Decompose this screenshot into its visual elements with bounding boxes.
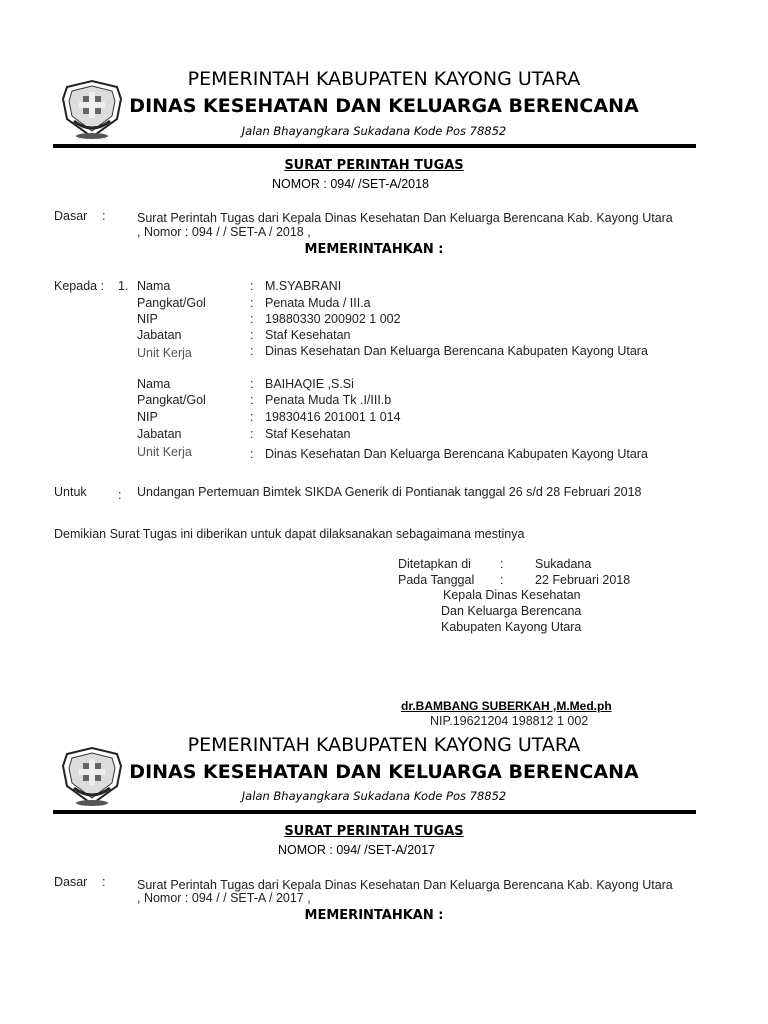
- dasar-colon: :: [102, 209, 106, 223]
- letter-number: NOMOR : 094/ /SET-A/2017: [278, 843, 436, 857]
- person-2-nama-colon: :: [250, 377, 254, 391]
- tanggal-label: Pada Tanggal: [398, 573, 475, 587]
- dasar-text-line1: Surat Perintah Tugas dari Kepala Dinas Kesehatan Dan Keluarga Berencana Kab. Kayong Utara: [137, 211, 673, 225]
- person-1-nama-label: Nama: [137, 279, 171, 293]
- person-1-nip-label: NIP: [137, 312, 158, 326]
- person-2-pangkat-value: Penata Muda Tk .I/III.b: [265, 393, 392, 407]
- kop-address: Jalan Bhayangkara Sukadana Kode Pos 78852: [241, 789, 507, 803]
- person-2-jabatan-label: Jabatan: [137, 427, 182, 441]
- person-1-pangkat-colon: :: [250, 296, 254, 310]
- kop-agency-name: DINAS KESEHATAN DAN KELUARGA BERENCANA: [129, 95, 639, 117]
- dasar-text-line2: , Nomor : 094 / / SET-A / 2018 ,: [137, 225, 311, 239]
- person-2-nama-value: BAIHAQIE ,S.Si: [265, 377, 354, 391]
- kepada-label: Kepada :: [54, 279, 105, 293]
- person-2-nip-value: 19830416 201001 1 014: [265, 410, 401, 424]
- person-1-unit-label: Unit Kerja: [137, 346, 192, 360]
- untuk-label: Untuk: [54, 485, 87, 499]
- kop-divider: [53, 810, 696, 814]
- person-2-unit-label: Unit Kerja: [137, 445, 192, 459]
- person-1-jabatan-colon: :: [250, 328, 254, 342]
- person-2-jabatan-value: Staf Kesehatan: [265, 427, 351, 441]
- dasar-label: Dasar: [54, 875, 88, 889]
- kop-government-name: PEMERINTAH KABUPATEN KAYONG UTARA: [187, 734, 581, 756]
- dasar-text-line2: , Nomor : 094 / / SET-A / 2017 ,: [137, 891, 311, 905]
- untuk-value: Undangan Pertemuan Bimtek SIKDA Generik di Pontianak tanggal 26 s/d 28 Februari 2018: [137, 485, 642, 499]
- ditetapkan-value: Sukadana: [535, 557, 592, 571]
- person-2-nama-label: Nama: [137, 377, 171, 391]
- signer-position-line3: Kabupaten Kayong Utara: [441, 620, 582, 634]
- person-1-pangkat-value: Penata Muda / III.a: [265, 296, 371, 310]
- dasar-colon: :: [102, 875, 106, 889]
- letter-title: SURAT PERINTAH TUGAS: [284, 158, 464, 173]
- signer-name: dr.BAMBANG SUBERKAH ,M.Med.ph: [401, 699, 612, 713]
- kop-address: Jalan Bhayangkara Sukadana Kode Pos 78852: [241, 124, 507, 138]
- untuk-colon: :: [118, 488, 122, 502]
- person-1-nip-value: 19880330 200902 1 002: [265, 312, 401, 326]
- tanggal-colon: :: [500, 573, 504, 587]
- person-1-jabatan-label: Jabatan: [137, 328, 182, 342]
- person-1-jabatan-value: Staf Kesehatan: [265, 328, 351, 342]
- person-1-unit-colon: :: [250, 344, 254, 358]
- person-2-unit-colon: :: [250, 447, 254, 461]
- ditetapkan-label: Ditetapkan di: [398, 557, 471, 571]
- letter-title: SURAT PERINTAH TUGAS: [284, 824, 464, 839]
- signer-position-line2: Dan Keluarga Berencana: [441, 604, 582, 618]
- signer-nip: NIP.19621204 198812 1 002: [430, 714, 589, 728]
- signer-position-line1: Kepala Dinas Kesehatan: [443, 588, 581, 602]
- person-2-jabatan-colon: :: [250, 427, 254, 441]
- person-2-nip-colon: :: [250, 410, 254, 424]
- person-1-nip-colon: :: [250, 312, 254, 326]
- person-1-pangkat-label: Pangkat/Gol: [137, 296, 206, 310]
- ditetapkan-colon: :: [500, 557, 504, 571]
- kop-government-name: PEMERINTAH KABUPATEN KAYONG UTARA: [187, 68, 581, 90]
- person-1-nama-colon: :: [250, 279, 254, 293]
- closing-statement: Demikian Surat Tugas ini diberikan untuk dapat dilaksanakan sebagaimana mestinya: [54, 527, 525, 541]
- kepada-number: 1.: [118, 279, 129, 293]
- tanggal-value: 22 Februari 2018: [535, 573, 631, 587]
- dasar-label: Dasar: [54, 209, 88, 223]
- memerintahkan-heading: MEMERINTAHKAN :: [304, 242, 444, 257]
- person-2-unit-value: Dinas Kesehatan Dan Keluarga Berencana Kabupaten Kayong Utara: [265, 447, 648, 461]
- memerintahkan-heading: MEMERINTAHKAN :: [304, 908, 444, 923]
- letter-number: NOMOR : 094/ /SET-A/2018: [272, 177, 430, 191]
- kop-divider: [53, 144, 696, 148]
- person-1-nama-value: M.SYABRANI: [265, 279, 342, 293]
- person-2-nip-label: NIP: [137, 410, 158, 424]
- person-1-unit-value: Dinas Kesehatan Dan Keluarga Berencana Kabupaten Kayong Utara: [265, 344, 648, 358]
- kop-agency-name: DINAS KESEHATAN DAN KELUARGA BERENCANA: [129, 761, 639, 783]
- dasar-text-line1: Surat Perintah Tugas dari Kepala Dinas Kesehatan Dan Keluarga Berencana Kab. Kayong Utara: [137, 878, 673, 892]
- person-2-pangkat-colon: :: [250, 393, 254, 407]
- person-2-pangkat-label: Pangkat/Gol: [137, 393, 206, 407]
